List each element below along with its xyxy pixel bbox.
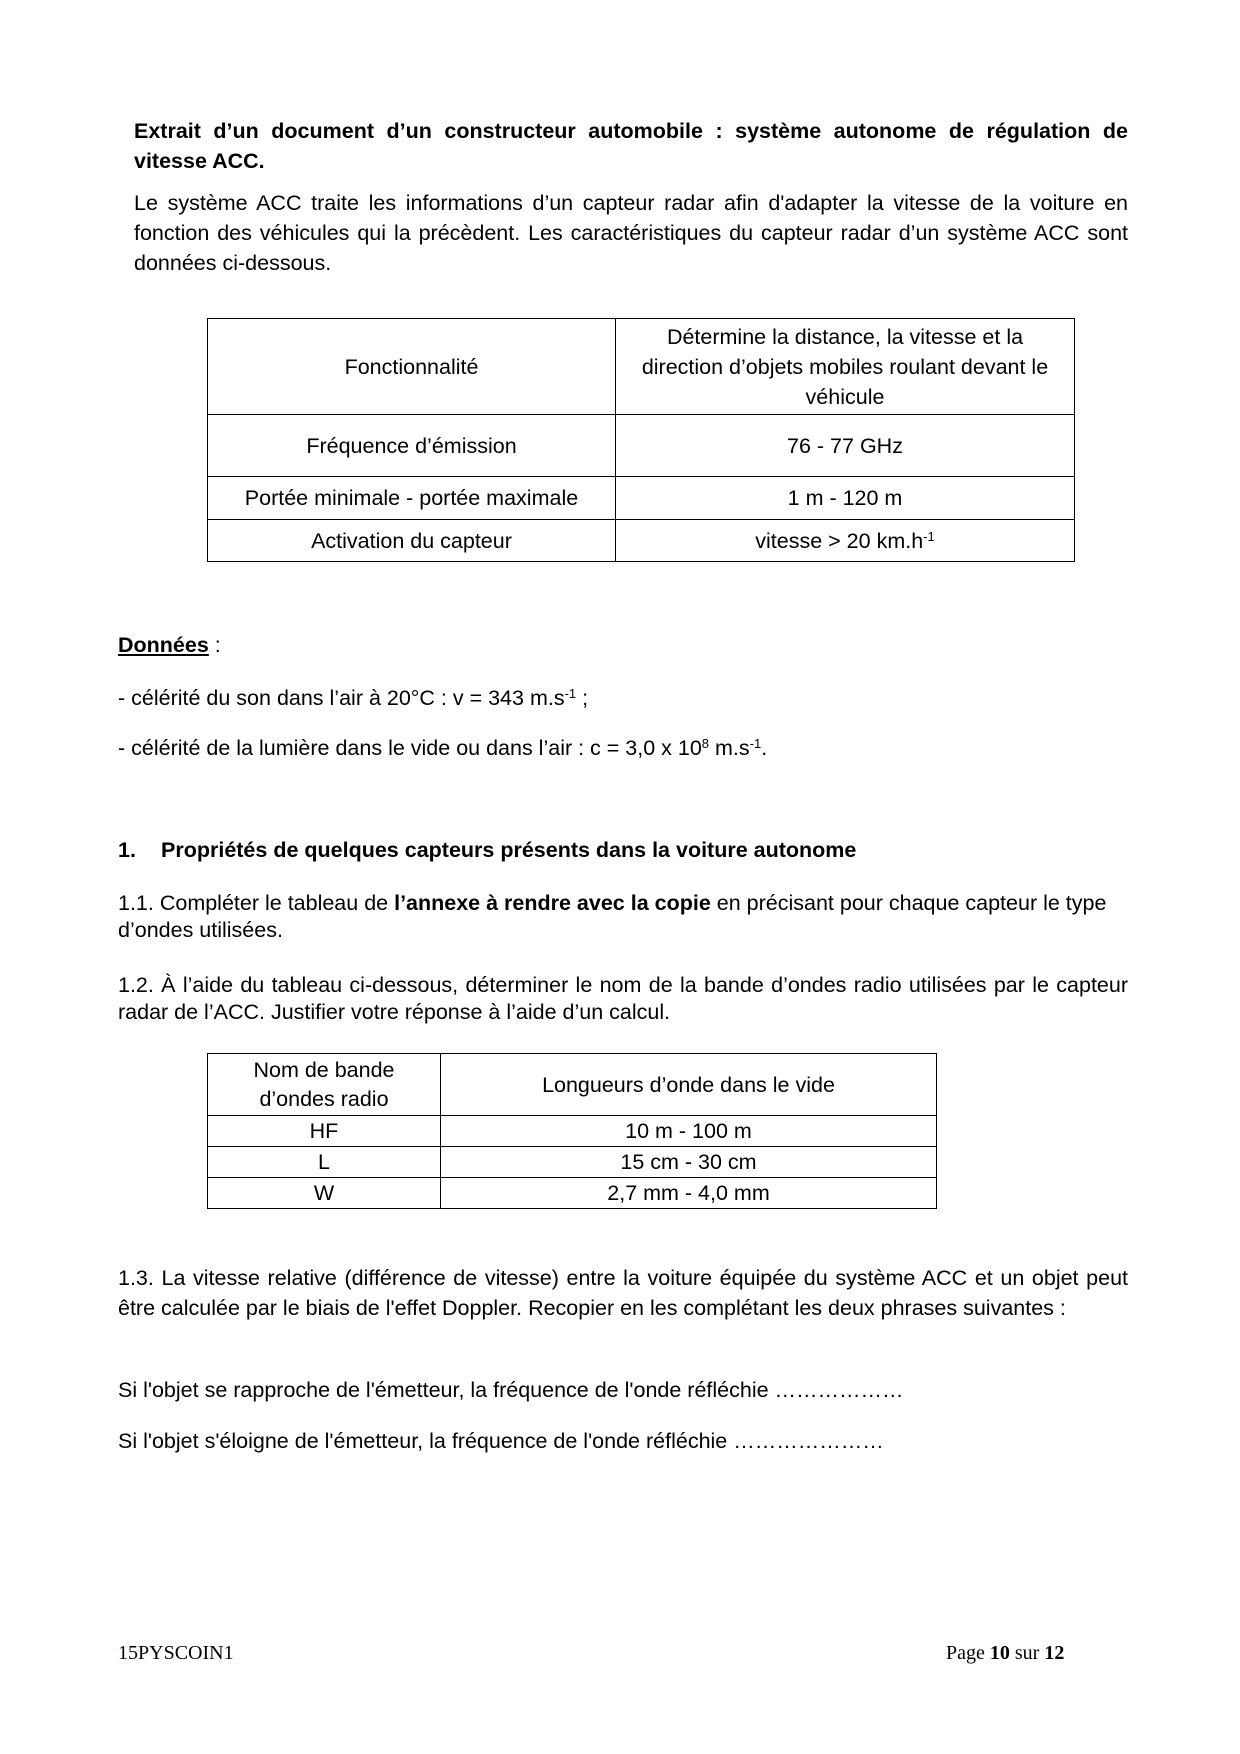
exponent: -1: [749, 736, 762, 751]
page-total: 12: [1044, 1642, 1065, 1664]
question-1-3: 1.3. La vitesse relative (différence de vitesse) entre la voiture équipée du système ACC et un objet peut être calculée par le biais de l'effet Doppler. Recopier en les complétant les deux phrases suivantes :: [118, 1266, 1128, 1320]
phrase-recede: Si l'objet s'éloigne de l'émetteur, la fréquence de l'onde réfléchie …………………: [118, 1429, 884, 1453]
table-cell-value: [616, 520, 1075, 562]
intro-paragraph: Le système ACC traite les informations d’un capteur radar afin d'adapter la vitesse de la voiture en fonction des véhicules qui la précèdent. Les caractéristiques du capteur radar d’un système ACC sont données ci-dessous.: [134, 191, 1128, 275]
table-cell-value: Détermine la distance, la vitesse et la direction d’objets mobiles roulant devant le véhicule: [616, 319, 1075, 415]
page-word: Page: [946, 1642, 990, 1664]
table-cell-value: 1 m - 120 m: [616, 477, 1075, 520]
sound-speed-end: ;: [576, 686, 589, 710]
band-name-cell: W: [208, 1178, 441, 1209]
table-header-row: [208, 1054, 937, 1116]
table-row: [208, 1116, 937, 1147]
light-speed-end: .: [761, 736, 768, 760]
page-sur: sur: [1009, 1642, 1045, 1664]
radio-band-table: [207, 1053, 937, 1209]
table-cell-label: Activation du capteur: [208, 520, 616, 562]
question-1-2: 1.2. À l’aide du tableau ci-dessous, déterminer le nom de la bande d’ondes radio utilisées par le capteur radar de l’ACC. Justifier votre réponse à l’aide d’un calcul.: [118, 973, 1128, 1024]
question-1-1: [118, 890, 1128, 944]
header-band-name: Nom de bande d’ondes radio: [208, 1054, 441, 1116]
sound-speed-text: - célérité du son dans l’air à 20°C : v = 343 m.s: [118, 686, 565, 710]
exponent: -1: [564, 686, 577, 701]
phrase-approach: Si l'objet se rapproche de l'émetteur, la fréquence de l'onde réfléchie ………………: [118, 1378, 904, 1402]
header-wavelength: Longueurs d’onde dans le vide: [441, 1054, 937, 1116]
page-indicator: [946, 1642, 1064, 1665]
table-row: [208, 477, 1075, 520]
donnees-heading: Données: [118, 633, 209, 657]
light-speed-unit: m.s: [709, 736, 750, 760]
table-row: [208, 1178, 937, 1209]
table-row: [208, 1147, 937, 1178]
radar-characteristics-table: [207, 318, 1075, 562]
table-cell-label: Fonctionnalité: [208, 319, 616, 415]
footer-code: 15PYSCOIN1: [118, 1642, 234, 1664]
band-range-cell: 2,7 mm - 4,0 mm: [441, 1178, 937, 1209]
section-1-number: 1.: [118, 838, 136, 862]
exponent: 8: [701, 736, 710, 751]
q11-text-end: en précisant pour chaque capteur le type d’ondes utilisées.: [118, 891, 1107, 942]
table-row: [208, 319, 1075, 415]
band-name-cell: L: [208, 1147, 441, 1178]
table-row: [208, 520, 1075, 562]
section-1-title: Propriétés de quelques capteurs présents dans la voiture autonome: [161, 838, 857, 862]
band-range-cell: 15 cm - 30 cm: [441, 1147, 937, 1178]
band-range-cell: 10 m - 100 m: [441, 1116, 937, 1147]
sound-speed-data: [118, 683, 588, 713]
exponent: -1: [923, 528, 935, 544]
donnees-line: [118, 630, 221, 660]
annexe-emphasis: l’annexe à rendre avec la copie: [394, 891, 711, 915]
light-speed-text: - célérité de la lumière dans le vide ou dans l’air : c = 3,0 x 10: [118, 736, 702, 760]
table-cell-value: 76 - 77 GHz: [616, 415, 1075, 477]
table-cell-label: Fréquence d’émission: [208, 415, 616, 477]
activation-speed-text: vitesse > 20 km.h: [755, 528, 924, 553]
light-speed-data: [118, 733, 767, 763]
table-cell-label: Portée minimale - portée maximale: [208, 477, 616, 520]
donnees-colon: :: [208, 633, 221, 657]
q11-text: 1.1. Compléter le tableau de: [118, 891, 395, 915]
document-extract-title: Extrait d’un document d’un constructeur automobile : système autonome de régulation de vitesse ACC.: [134, 119, 1128, 173]
band-name-cell: HF: [208, 1116, 441, 1147]
page-number: 10: [989, 1642, 1010, 1664]
table-row: [208, 415, 1075, 477]
